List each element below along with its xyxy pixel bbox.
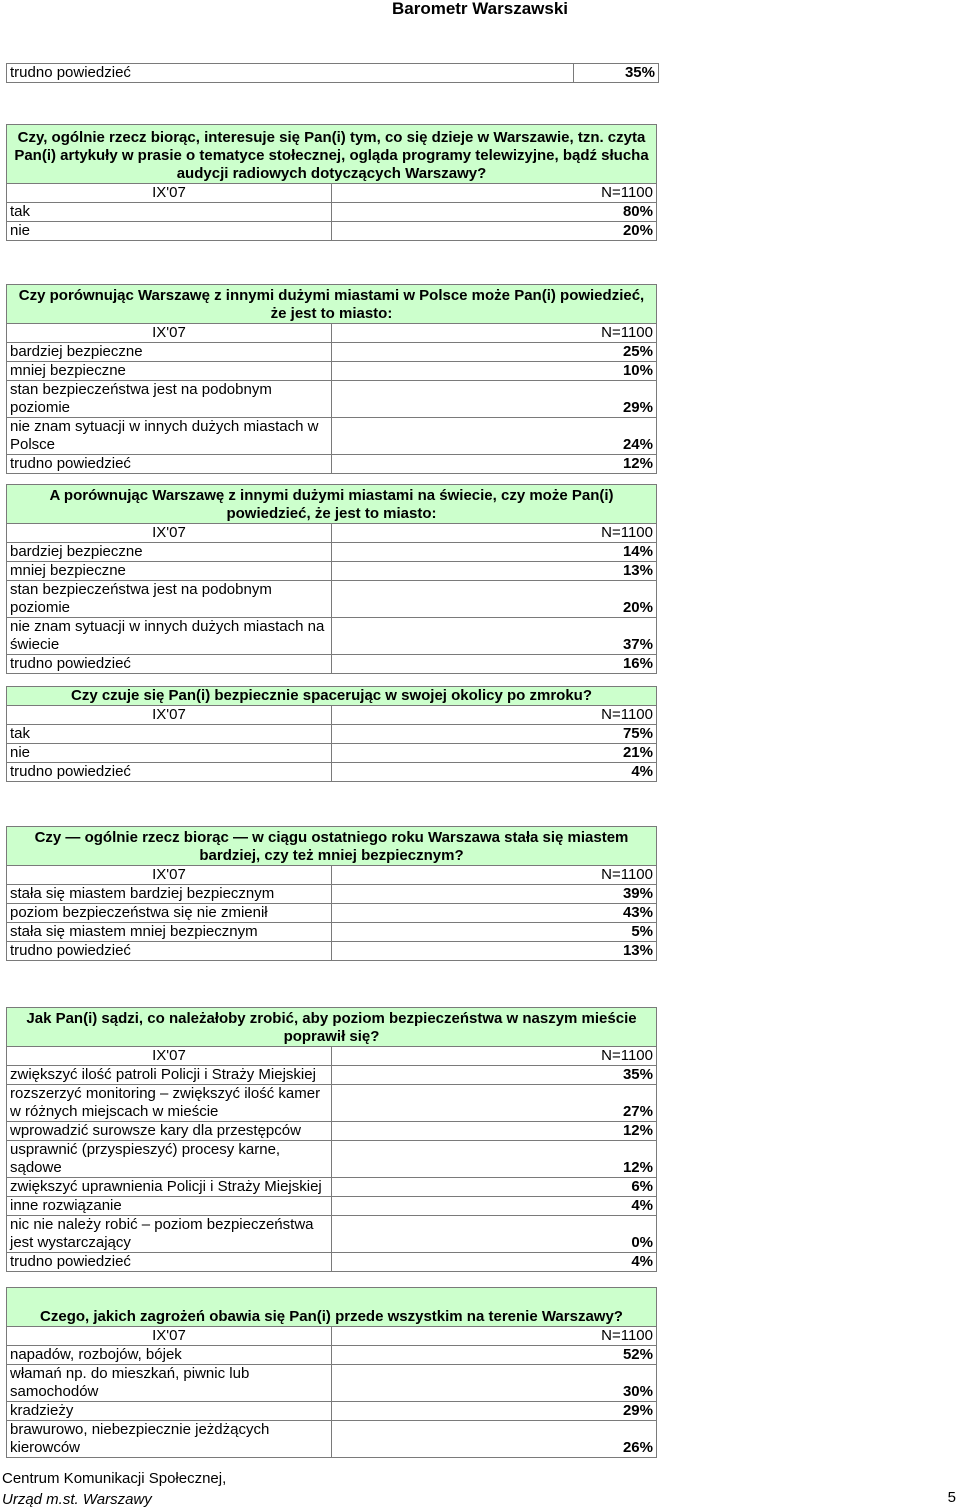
answer-label: inne rozwiązanie [7, 1197, 332, 1216]
question-text: Czy czuje się Pan(i) bezpiecznie spacerując w swojej okolicy po zmroku? [7, 687, 657, 706]
answer-value: 80% [332, 203, 657, 222]
answer-value: 13% [332, 562, 657, 581]
table-row [7, 1402, 657, 1421]
wave-label: IX'07 [7, 1327, 332, 1346]
table-row [7, 543, 657, 562]
footer-org-line1: Centrum Komunikacji Społecznej, [2, 1470, 227, 1487]
answer-label: brawurowo, niebezpiecznie jeżdżących kierowców [7, 1421, 332, 1458]
answer-value: 25% [332, 343, 657, 362]
wave-header-row [7, 1327, 657, 1346]
answer-value: 39% [332, 885, 657, 904]
wave-label: IX'07 [7, 524, 332, 543]
sample-size: N=1100 [332, 1047, 657, 1066]
wave-header-row [7, 1047, 657, 1066]
answer-label: trudno powiedzieć [7, 455, 332, 474]
wave-header-row [7, 866, 657, 885]
table-row [7, 581, 657, 618]
table-row [7, 362, 657, 381]
answer-value: 0% [332, 1216, 657, 1253]
answer-value: 12% [332, 455, 657, 474]
survey-table-7 [6, 1287, 657, 1458]
answer-label: tak [7, 725, 332, 744]
answer-value: 20% [332, 581, 657, 618]
table-row [7, 1178, 657, 1197]
answer-value: 35% [574, 64, 659, 83]
survey-table-0 [6, 63, 659, 83]
table-row [7, 1365, 657, 1402]
answer-value: 4% [332, 1197, 657, 1216]
answer-label: usprawnić (przyspieszyć) procesy karne, sądowe [7, 1141, 332, 1178]
table-row [7, 1421, 657, 1458]
answer-label: mniej bezpieczne [7, 362, 332, 381]
wave-label: IX'07 [7, 184, 332, 203]
table-row [7, 343, 657, 362]
answer-label: stała się miastem mniej bezpiecznym [7, 923, 332, 942]
answer-value: 29% [332, 381, 657, 418]
answer-label: tak [7, 203, 332, 222]
table-row [7, 885, 657, 904]
question-text: Jak Pan(i) sądzi, co należałoby zrobić, aby poziom bezpieczeństwa w naszym mieście poprawił się? [7, 1008, 657, 1047]
table-row [7, 64, 659, 83]
question-text: Czy — ogólnie rzecz biorąc — w ciągu ostatniego roku Warszawa stała się miastem bardziej, czy też mniej bezpiecznym? [7, 827, 657, 866]
answer-value: 20% [332, 222, 657, 241]
answer-value: 10% [332, 362, 657, 381]
table-row [7, 904, 657, 923]
wave-label: IX'07 [7, 706, 332, 725]
survey-table-4 [6, 686, 657, 782]
table-row [7, 1253, 657, 1272]
table-row [7, 923, 657, 942]
footer-org-line2: Urząd m.st. Warszawy [2, 1491, 152, 1508]
answer-value: 75% [332, 725, 657, 744]
answer-value: 27% [332, 1085, 657, 1122]
wave-header-row [7, 524, 657, 543]
sample-size: N=1100 [332, 866, 657, 885]
table-row [7, 942, 657, 961]
footer-organization [2, 1468, 226, 1510]
answer-label: mniej bezpieczne [7, 562, 332, 581]
answer-value: 24% [332, 418, 657, 455]
survey-table-6 [6, 1007, 657, 1272]
answer-label: bardziej bezpieczne [7, 543, 332, 562]
table-row [7, 562, 657, 581]
answer-value: 12% [332, 1141, 657, 1178]
sample-size: N=1100 [332, 1327, 657, 1346]
table-row [7, 418, 657, 455]
table-row [7, 455, 657, 474]
sample-size: N=1100 [332, 706, 657, 725]
answer-label: nie znam sytuacji w innych dużych miastach na świecie [7, 618, 332, 655]
answer-label: wprowadzić surowsze kary dla przestępców [7, 1122, 332, 1141]
question-text: A porównując Warszawę z innymi dużymi miastami na świecie, czy może Pan(i) powiedzieć, że jest to miasto: [7, 485, 657, 524]
table-row [7, 1346, 657, 1365]
page-title: Barometr Warszawski [391, 0, 569, 18]
sample-size: N=1100 [332, 524, 657, 543]
answer-label: trudno powiedzieć [7, 64, 574, 83]
answer-value: 29% [332, 1402, 657, 1421]
answer-value: 30% [332, 1365, 657, 1402]
answer-label: trudno powiedzieć [7, 942, 332, 961]
table-row [7, 618, 657, 655]
answer-label: nic nie należy robić – poziom bezpieczeństwa jest wystarczający [7, 1216, 332, 1253]
table-row [7, 203, 657, 222]
answer-label: stan bezpieczeństwa jest na podobnym poziomie [7, 381, 332, 418]
table-row [7, 655, 657, 674]
wave-label: IX'07 [7, 1047, 332, 1066]
answer-label: nie [7, 744, 332, 763]
table-row [7, 1066, 657, 1085]
question-text: Czy porównując Warszawę z innymi dużymi miastami w Polsce może Pan(i) powiedzieć, że jest to miasto: [7, 285, 657, 324]
answer-label: trudno powiedzieć [7, 763, 332, 782]
answer-value: 52% [332, 1346, 657, 1365]
table-row [7, 725, 657, 744]
answer-value: 43% [332, 904, 657, 923]
sample-size: N=1100 [332, 184, 657, 203]
answer-value: 6% [332, 1178, 657, 1197]
question-text: Czy, ogólnie rzecz biorąc, interesuje się Pan(i) tym, co się dzieje w Warszawie, tzn. czyta Pan(i) artykuły w prasie o tematyce stołecznej, ogląda programy telewizyjne, bądź słucha audycji radiowych dotyczących Warszawy? [7, 125, 657, 184]
answer-label: zwiększyć ilość patroli Policji i Straży Miejskiej [7, 1066, 332, 1085]
wave-header-row [7, 706, 657, 725]
wave-header-row [7, 324, 657, 343]
table-row [7, 1122, 657, 1141]
survey-table-5 [6, 826, 657, 961]
wave-label: IX'07 [7, 324, 332, 343]
answer-value: 12% [332, 1122, 657, 1141]
table-row [7, 222, 657, 241]
table-row [7, 1085, 657, 1122]
page-number: 5 [947, 1489, 956, 1506]
answer-value: 5% [332, 923, 657, 942]
table-row [7, 763, 657, 782]
table-row [7, 1197, 657, 1216]
answer-value: 13% [332, 942, 657, 961]
answer-label: stała się miastem bardziej bezpiecznym [7, 885, 332, 904]
question-text: Czego, jakich zagrożeń obawia się Pan(i) przede wszystkim na terenie Warszawy? [7, 1288, 657, 1327]
table-row [7, 381, 657, 418]
answer-label: włamań np. do mieszkań, piwnic lub samochodów [7, 1365, 332, 1402]
wave-label: IX'07 [7, 866, 332, 885]
answer-label: poziom bezpieczeństwa się nie zmienił [7, 904, 332, 923]
answer-label: zwiększyć uprawnienia Policji i Straży Miejskiej [7, 1178, 332, 1197]
answer-label: nie znam sytuacji w innych dużych miastach w Polsce [7, 418, 332, 455]
answer-label: nie [7, 222, 332, 241]
answer-value: 26% [332, 1421, 657, 1458]
answer-label: kradzieży [7, 1402, 332, 1421]
table-row [7, 1216, 657, 1253]
answer-value: 37% [332, 618, 657, 655]
answer-value: 21% [332, 744, 657, 763]
answer-label: rozszerzyć monitoring – zwiększyć ilość kamer w różnych miejscach w mieście [7, 1085, 332, 1122]
answer-label: trudno powiedzieć [7, 1253, 332, 1272]
survey-table-3 [6, 484, 657, 674]
answer-label: trudno powiedzieć [7, 655, 332, 674]
wave-header-row [7, 184, 657, 203]
answer-value: 4% [332, 763, 657, 782]
survey-table-1 [6, 124, 657, 241]
answer-label: napadów, rozbojów, bójek [7, 1346, 332, 1365]
table-row [7, 744, 657, 763]
answer-label: bardziej bezpieczne [7, 343, 332, 362]
sample-size: N=1100 [332, 324, 657, 343]
answer-value: 35% [332, 1066, 657, 1085]
answer-value: 14% [332, 543, 657, 562]
answer-label: stan bezpieczeństwa jest na podobnym poziomie [7, 581, 332, 618]
table-row [7, 1141, 657, 1178]
answer-value: 4% [332, 1253, 657, 1272]
survey-table-2 [6, 284, 657, 474]
answer-value: 16% [332, 655, 657, 674]
